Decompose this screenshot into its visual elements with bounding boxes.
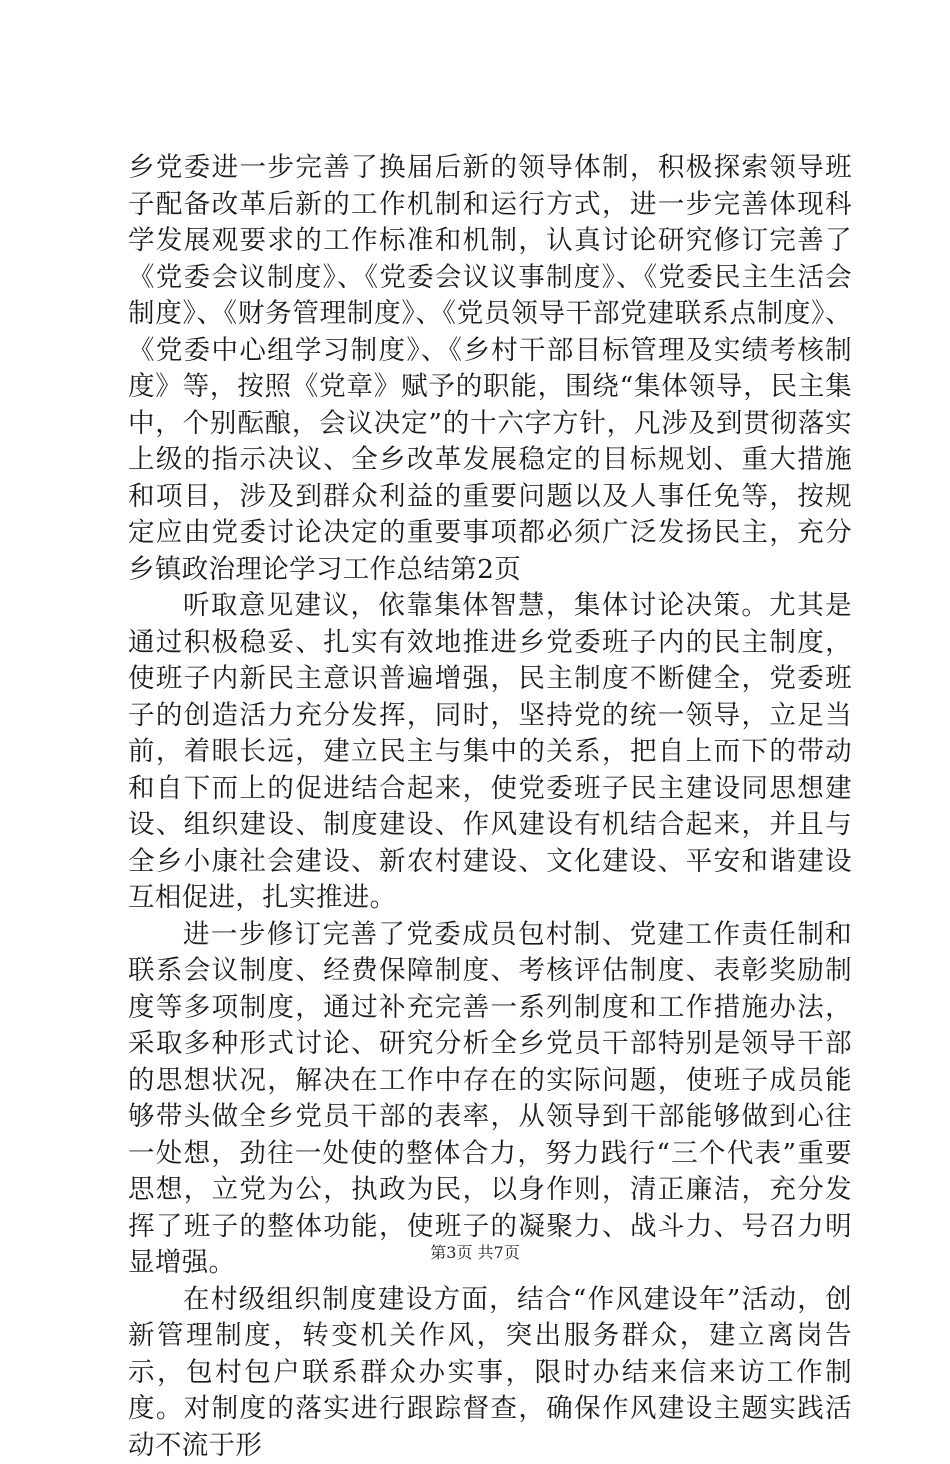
paragraph-4: 在村级组织制度建设方面，结合“作风建设年”活动，创新管理制度，转变机关作风，突出服务群众，建立离岗告示，包村包户联系群众办实事，限时办结来信来访工作制度。对制度的落实进行跟踪督查，确保作风建设主题实践活动不流于形 bbox=[128, 1282, 852, 1464]
paragraph-2: 听取意见建议，依靠集体智慧，集体讨论决策。尤其是通过积极稳妥、扎实有效地推进乡党委班子内的民主制度，使班子内新民主意识普遍增强，民主制度不断健全，党委班子的创造活力充分发挥，同时，坚持党的统一领导，立足当前，着眼长远，建立民主与集中的关系，把自上而下的带动和自下而上的促进结合起来，使党委班子民主建设同思想建设、组织建设、制度建设、作风建设有机结合起来，并且与全乡小康社会建设、新农村建设、文化建设、平安和谐建设互相促进，扎实推进。 bbox=[128, 588, 852, 917]
document-body bbox=[128, 150, 852, 1464]
page-footer: 第3页 共7页 bbox=[0, 1240, 950, 1263]
paragraph-1: 乡党委进一步完善了换届后新的领导体制，积极探索领导班子配备改革后新的工作机制和运行方式，进一步完善体现科学发展观要求的工作标准和机制，认真讨论研究修订完善了《党委会议制度》、《党委会议议事制度》、《党委民主生活会制度》、《财务管理制度》、《党员领导干部党建联系点制度》、《党委中心组学习制度》、《乡村干部目标管理及实绩考核制度》等，按照《党章》赋予的职能，围绕“集体领导，民主集中，个别酝酿，会议决定”的十六字方针，凡涉及到贯彻落实上级的指示决议、全乡改革发展稳定的目标规划、重大措施和项目，涉及到群众利益的重要问题以及人事任免等，按规定应由党委讨论决定的重要事项都必须广泛发扬民主，充分乡镇政治理论学习工作总结第2页 bbox=[128, 150, 852, 588]
paragraph-3: 进一步修订完善了党委成员包村制、党建工作责任制和联系会议制度、经费保障制度、考核评估制度、表彰奖励制度等多项制度，通过补充完善一系列制度和工作措施办法，采取多种形式讨论、研究分析全乡党员干部特别是领导干部的思想状况，解决在工作中存在的实际问题，使班子成员能够带头做全乡党员干部的表率，从领导到干部能够做到心往一处想，劲往一处使的整体合力，努力践行“三个代表”重要思想，立党为公，执政为民，以身作则，清正廉洁，充分发挥了班子的整体功能，使班子的凝聚力、战斗力、号召力明显增强。 bbox=[128, 917, 852, 1282]
